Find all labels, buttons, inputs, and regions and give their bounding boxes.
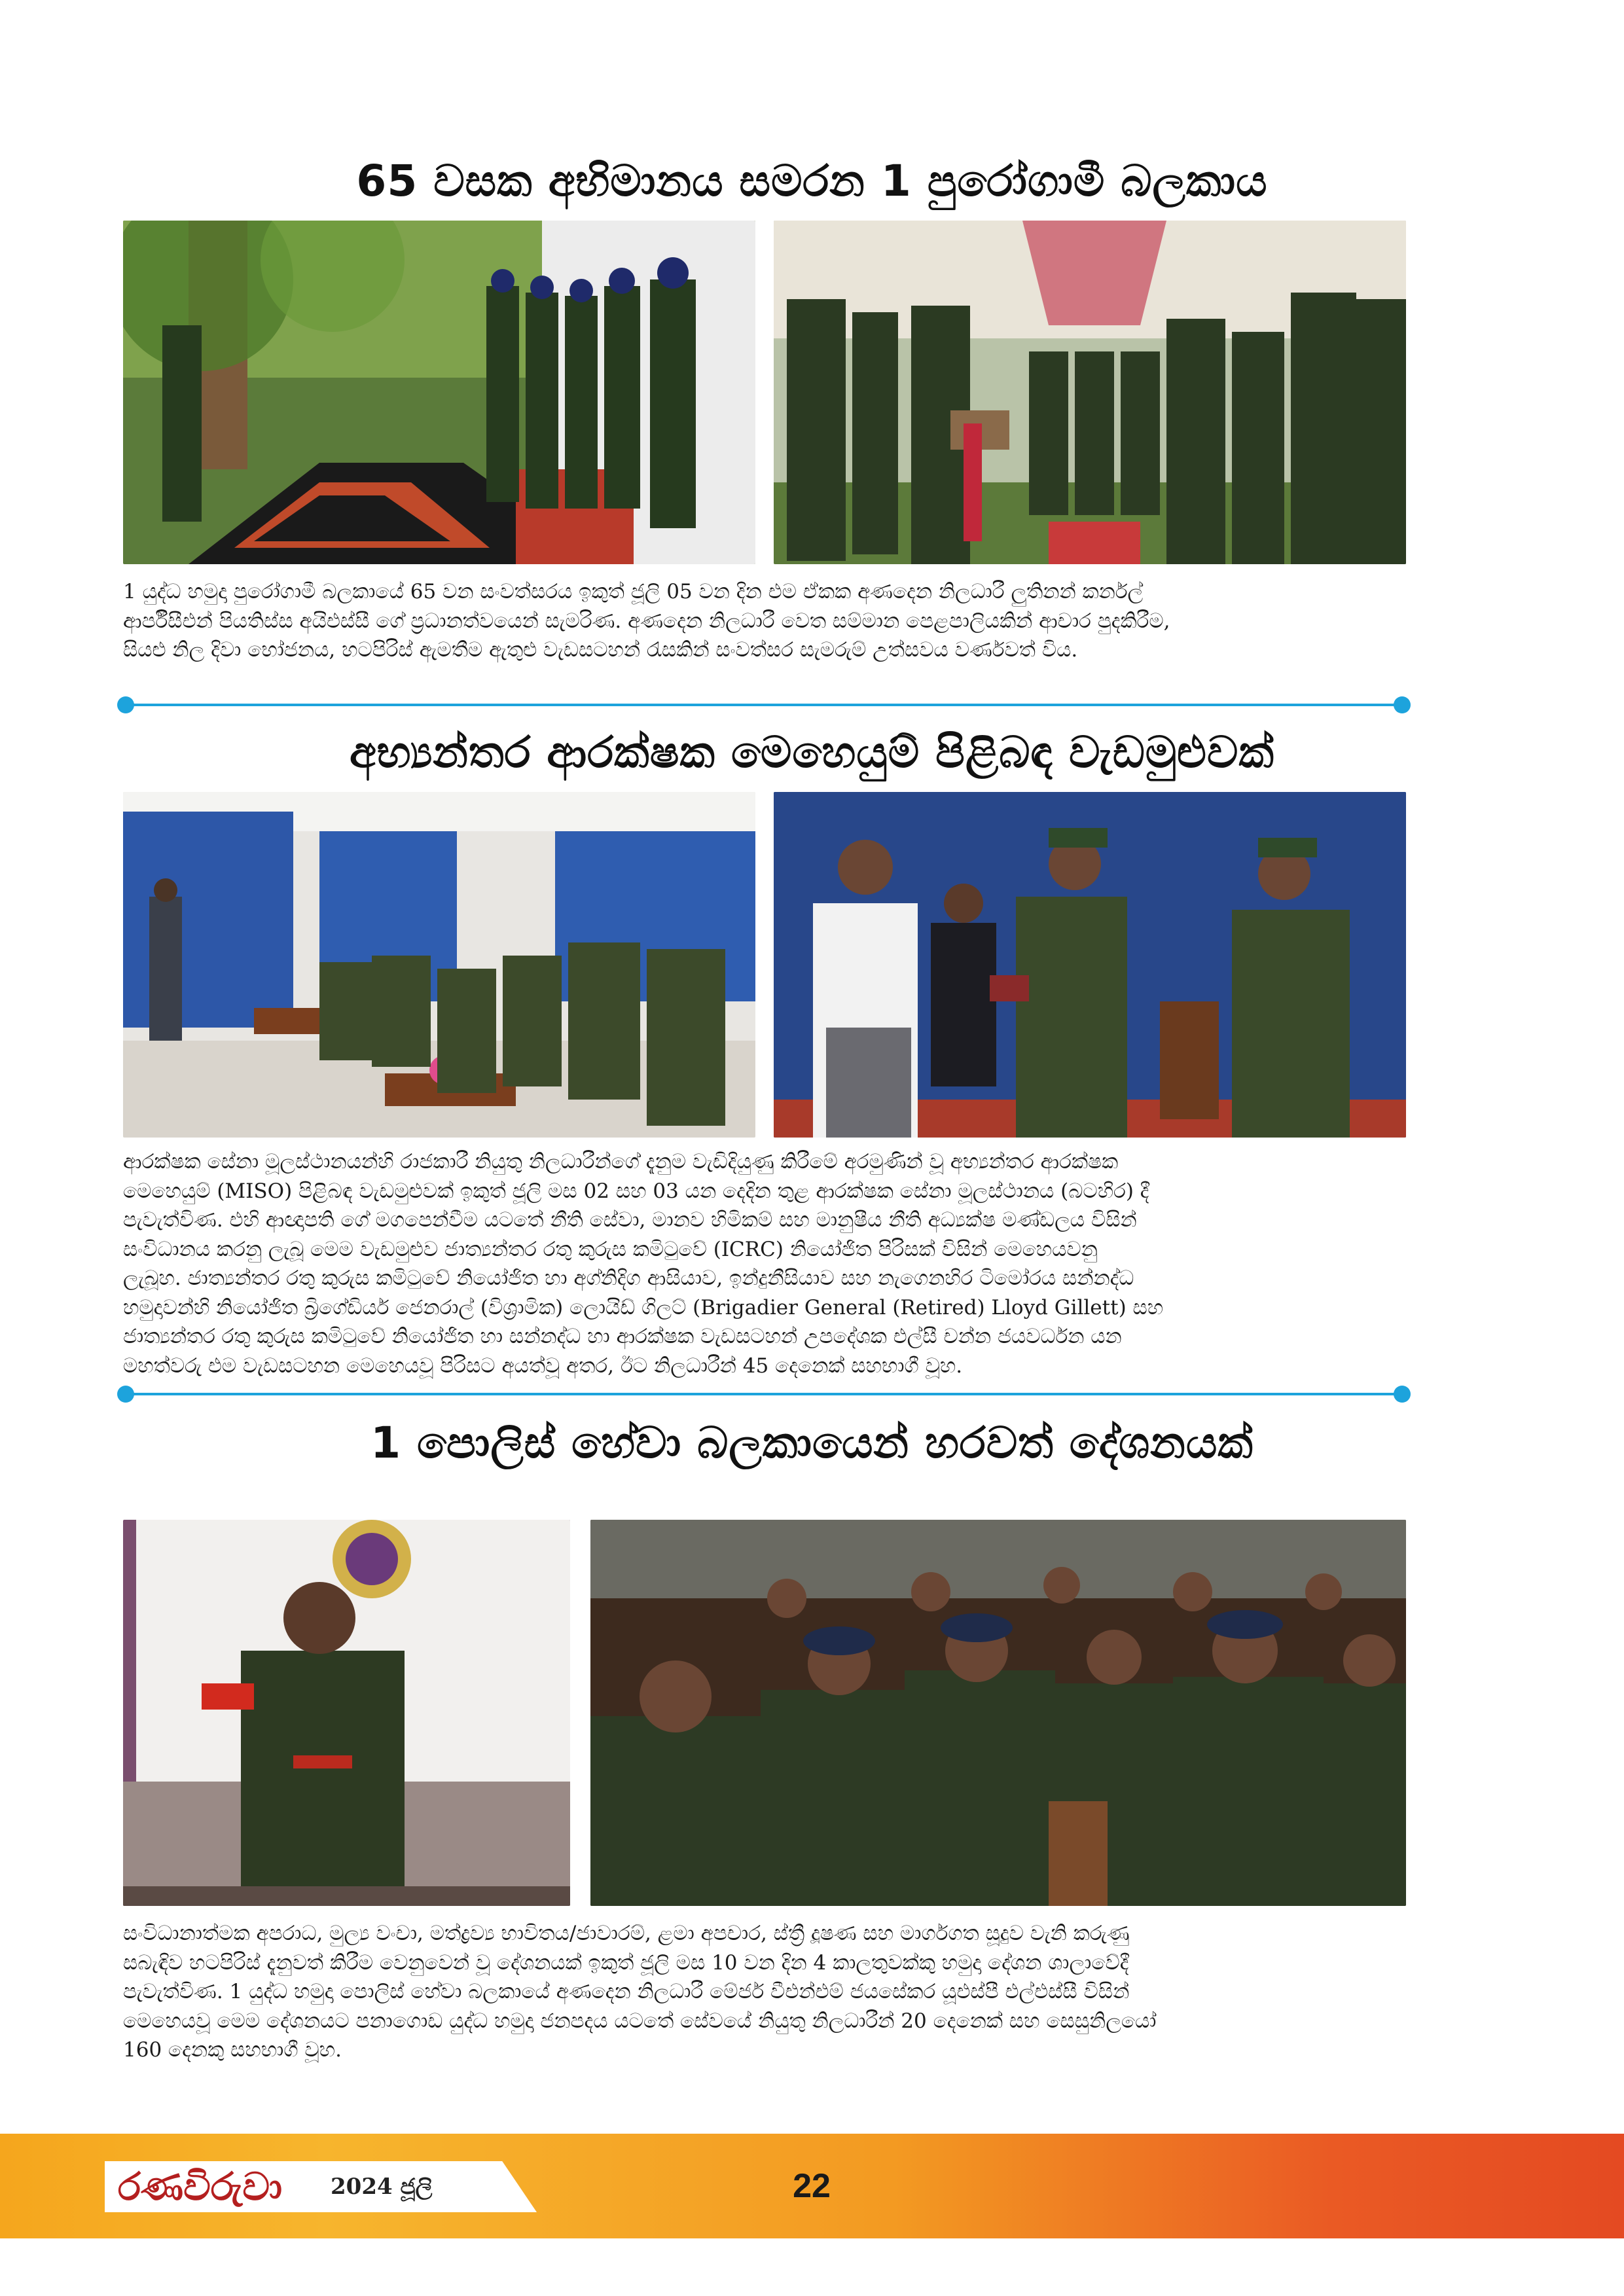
text-line: 160 දෙනකු සහභාගී වූහ. — [123, 2038, 342, 2062]
text-line: සබැඳිව හටපිරිස් දැනුවත් කිරීම වෙනුවෙන් වූ දේශනයක් ඉකුත් ජූලි මස 10 වන දින 4 කාලතුවක්කු හමුදා දේශන ශාලාවේදී — [123, 1950, 1129, 1975]
divider-dot — [117, 696, 134, 713]
issue-date: 2024 ජූලි — [331, 2174, 433, 2200]
photo-memento-presentation — [774, 792, 1406, 1138]
text-line: 1 යුද්ධ හමුදා පුරෝගාමී බලකායේ 65 වන සංවත්සරය ඉකුත් ජූලි 05 වන දින එම ඒකක අණදෙන නිලධාරී ලුතිනන් කර්නල් — [123, 580, 1144, 603]
photo-audience — [590, 1520, 1406, 1906]
text-line: මහත්වරු එම වැඩසටහන මෙහෙයවූ පිරිසට අයත්වූ අතර, ඊට නිලධාරීන් 45 දෙනෙක් සහභාගී වූහ. — [123, 1354, 963, 1378]
text-line: ජාත්‍යන්තර රතු කුරුස කමිටුවේ නියෝජිත හා සන්නද්ධ හා ආරක්ෂක වැඩසටහන් උපදේශක එල්සී චන්න ජයවර්ධන යන — [123, 1325, 1122, 1348]
page-number: 22 — [793, 2167, 831, 2205]
text-line: සංවිධානය කරනු ලැබූ මෙම වැඩමුළුව ජාත්‍යන්තර රතු කුරුස කමිටුවේ (ICRC) නියෝජිත පිරිසක් විසින් මෙහෙයවනු — [123, 1237, 1098, 1261]
section-title-anniversary: 65 වසක අභිමානය සමරන 1 පුරෝගාමී බලකාය — [356, 156, 1268, 206]
photo-workshop-lecture — [123, 792, 755, 1138]
divider-dot — [1394, 1386, 1411, 1403]
photo-memorial-parade — [123, 221, 755, 564]
text-line: සියළු නිල දිවා භෝජනය, හටපිරිස් ඇමතීම ඇතුළු වැඩසටහන් රැසකින් සංවත්සර සැමරුම් උත්සවය වර්ණවත් විය. — [123, 638, 1078, 662]
text-line: ආර්පීසීඑන් පියතිස්ස අයිඑස්සී ගේ ප්‍රධානත්වයෙන් සැමරිණ. අණදෙන නිලධාරී වෙත සම්මාන පෙළපාලියකින් ආචාර පුදකිරීම, — [123, 609, 1170, 633]
text-line: ලැබූහ. ජාත්‍යන්තර රතු කුරුස කමිටුවේ නියෝජිත හා අග්නිදිග ආසියාව, ඉන්දුනීසියාව සහ නැගෙනහිර ටිමෝරය සන්නද්ධ — [123, 1266, 1134, 1290]
article-text-lecture — [123, 1919, 1406, 2065]
article-text-anniversary — [123, 577, 1406, 665]
text-line: සංවිධානාත්මක අපරාධ, මුල්‍ය වංචා, මත්ද්‍රව්‍ය භාවිතය/ජාවාරම්, ළමා අපචාර, ස්ත්‍රී දූෂණ සහ මාර්ගගත සූදුව වැනි කරුණු — [123, 1922, 1130, 1945]
text-line: පැවැත්විණ. 1 යුද්ධ හමුදා පොලිස් හේවා බලකායේ අණදෙන නිලධාරී මේජර් වීඑන්එම් ජයසේකර යූඑස්පී එල්එස්සී විසින් — [123, 1980, 1130, 2003]
text-line: හමුදාවන්හි නියෝජිත බ්‍රිගේඩියර් ජෙනරාල් (විශ්‍රාමික) ලොයිඩ් ගිලට් (Brigadier General (Retired) Lloyd Gillett) සහ — [123, 1295, 1164, 1319]
section-divider — [126, 704, 1402, 706]
text-line: මෙහෙයවූ මෙම දේශනයට පනාගොඩ යුද්ධ හමුදා ජනපදය යටතේ සේවයේ නියුතු නිලධාරීන් 20 දෙනෙක් සහ සෙසුනිලයෝ — [123, 2009, 1157, 2033]
text-line: ආරක්ෂක සේනා මූලස්ථානයන්හි රාජකාරී නියුතු නිලධාරීන්ගේ දැනුම වැඩිදියුණු කිරීමේ අරමුණින් වූ අභ්‍යන්තර ආරක්ෂක — [123, 1150, 1119, 1174]
magazine-brand: රණවිරුවා — [118, 2164, 283, 2209]
section-title-workshop: අභ්‍යන්තර ආරක්ෂක මෙහෙයුම් පිළිබඳ වැඩමුළුවක් — [350, 727, 1274, 778]
photo-tree-planting — [774, 221, 1406, 564]
section-title-lecture: 1 පොලිස් හේවා බලකායෙන් හරවත් දේශනයක් — [370, 1418, 1254, 1468]
divider-dot — [1394, 696, 1411, 713]
divider-dot — [117, 1386, 134, 1403]
photo-lecturer — [123, 1520, 570, 1906]
text-line: මෙහෙයුම් (MISO) පිළිබඳ වැඩමුළුවක් ඉකුත් ජූලි මස 02 සහ 03 යන දෙදින තුළ ආරක්ෂක සේනා මූලස්ථානය (බටහිර) දී — [123, 1179, 1149, 1203]
article-text-workshop — [123, 1147, 1406, 1380]
text-line: පැවැත්විණ. එහි ආඥාපති ගේ මගපෙන්වීම යටතේ නීති සේවා, මානව හිමිකම් සහ මානුෂීය නීති අධ්‍යක්ෂ මණ්ඩලය විසින් — [123, 1208, 1137, 1232]
section-divider — [126, 1393, 1402, 1395]
